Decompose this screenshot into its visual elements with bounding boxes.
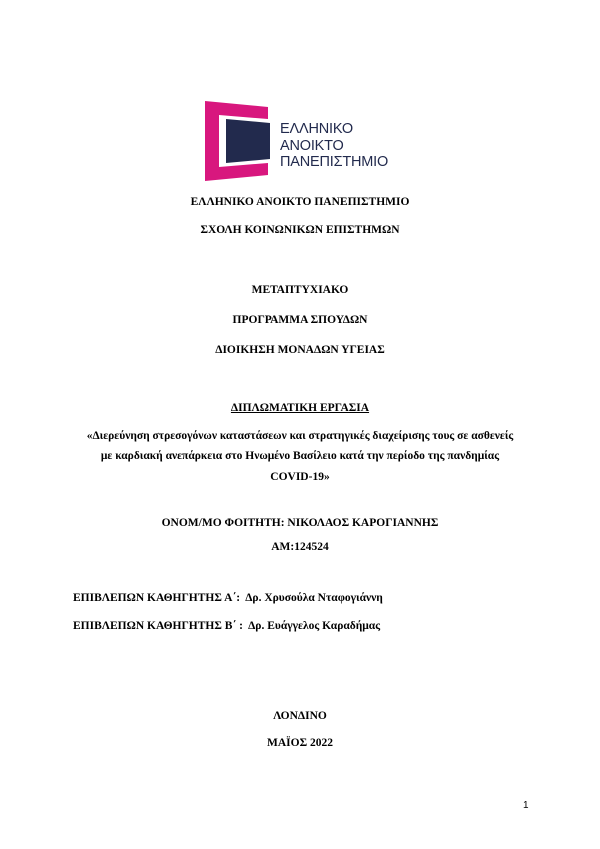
supervisor-a: [73, 592, 383, 604]
program-line-2: ΠΡΟΓΡΑΜΜΑ ΣΠΟΥΔΩΝ: [232, 314, 368, 326]
thesis-title-line-3: COVID-19»: [270, 471, 330, 483]
page-number: 1: [523, 800, 529, 811]
city: ΛΟΝΔΙΝΟ: [273, 710, 327, 722]
school-name: ΣΧΟΛΗ ΚΟΙΝΩΝΙΚΩΝ ΕΠΙΣΤΗΜΩΝ: [200, 224, 400, 236]
program-line-3: ΔΙΟΙΚΗΣΗ ΜΟΝΑΔΩΝ ΥΓΕΙΑΣ: [215, 344, 385, 356]
program-line-1: ΜΕΤΑΠΤΥΧΙΑΚΟ: [251, 284, 349, 296]
supervisor-a-name: Δρ. Χρυσούλα Νταφογιάννη: [245, 592, 383, 604]
logo-line-1: ΕΛΛΗΝΙΚΟ: [280, 121, 353, 137]
supervisor-a-label: ΕΠΙΒΛΕΠΩΝ ΚΑΘΗΓΗΤΗΣ Α΄:: [73, 592, 241, 604]
university-name: ΕΛΛΗΝΙΚΟ ΑΝΟΙΚΤΟ ΠΑΝΕΠΙΣΤΗΜΙΟ: [190, 196, 410, 208]
university-logo: [202, 101, 402, 181]
date: ΜΑΪΟΣ 2022: [267, 737, 333, 749]
logo-line-2: ΑΝΟΙΚΤΟ: [280, 137, 344, 154]
logo-wordmark: [280, 121, 388, 171]
supervisor-b: [73, 620, 380, 632]
thesis-title-line-1: «Διερεύνηση στρεσογόνων καταστάσεων και στρατηγικές διαχείρισης τους σε ασθενείς: [86, 430, 514, 442]
thesis-heading: ΔΙΠΛΩΜΑΤΙΚΗ ΕΡΓΑΣΙΑ: [230, 402, 370, 414]
thesis-title-line-2: με καρδιακή ανεπάρκεια στο Ηνωμένο Βασίλειο κατά την περίοδο της πανδημίας: [100, 450, 500, 462]
student-id: ΑΜ:124524: [271, 541, 329, 553]
supervisor-b-name: Δρ. Ευάγγελος Καραδήμας: [248, 620, 381, 632]
logo-line-3: ΠΑΝΕΠΙΣΤΗΜΙΟ: [280, 154, 389, 170]
supervisor-b-label: ΕΠΙΒΛΕΠΩΝ ΚΑΘΗΓΗΤΗΣ Β΄ :: [73, 620, 243, 632]
student-name: ΟΝΟΜ/ΜΟ ΦΟΙΤΗΤΗ: ΝΙΚΟΛΑΟΣ ΚΑΡΟΓΙΑΝΝΗΣ: [161, 517, 439, 529]
university-logo-icon: [202, 101, 274, 181]
